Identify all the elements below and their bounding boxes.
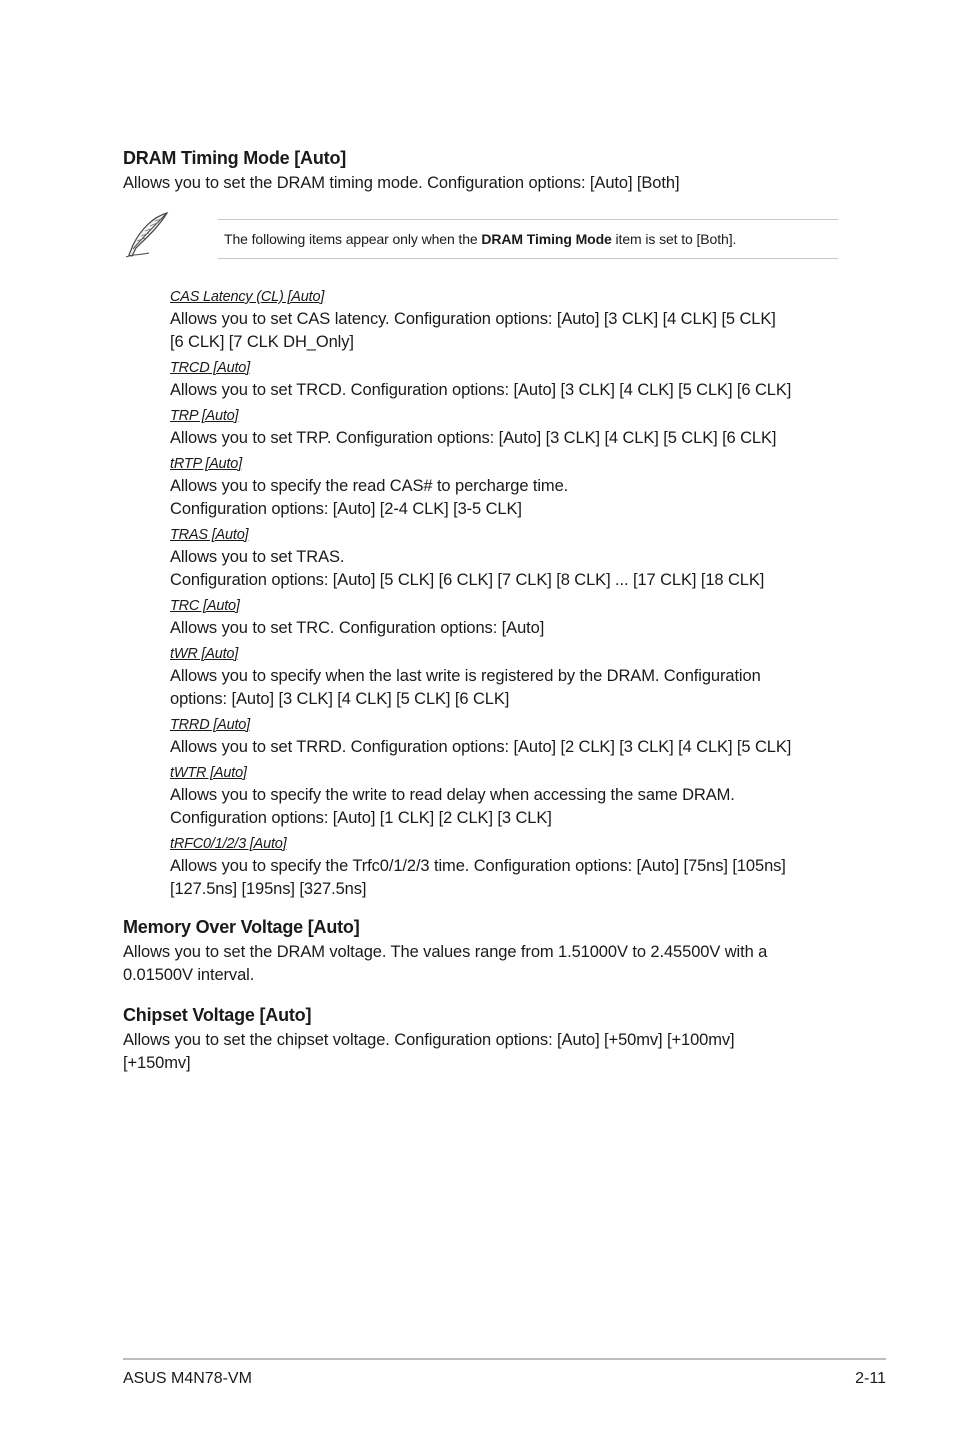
page-content xyxy=(123,146,843,1075)
section-description: Allows you to set the DRAM voltage. The values range from 1.51000V to 2.45500V with a 0.01500V interval. xyxy=(123,943,768,984)
list-item xyxy=(170,525,843,592)
item-description: Allows you to specify the read CAS# to percharge time. Configuration options: [Auto] [2-4 CLK] [3-5 CLK] xyxy=(170,477,569,518)
note-box xyxy=(123,211,843,273)
section-title: DRAM Timing Mode [Auto] xyxy=(123,148,347,168)
item-description: Allows you to set TRAS. Configuration options: [Auto] [5 CLK] [6 CLK] [7 CLK] [8 CLK] ... [17 CLK] [18 CLK] xyxy=(170,548,765,589)
note-text: The following items appear only when the DRAM Timing Mode item is set to [Both]. xyxy=(224,231,737,247)
list-item xyxy=(170,834,843,901)
item-title: tRTP [Auto] xyxy=(170,456,242,472)
item-description: Allows you to set TRP. Configuration options: [Auto] [3 CLK] [4 CLK] [5 CLK] [6 CLK] xyxy=(170,429,777,447)
item-title: TRCD [Auto] xyxy=(170,360,250,376)
item-description: Allows you to specify when the last write is registered by the DRAM. Configuration options: [Auto] [3 CLK] [4 CLK] [5 CLK] [6 CLK] xyxy=(170,667,761,708)
list-item xyxy=(170,287,843,354)
note-bold-term: DRAM Timing Mode xyxy=(481,231,612,247)
item-title: tRFC0/1/2/3 [Auto] xyxy=(170,836,287,852)
item-title: tWR [Auto] xyxy=(170,646,239,662)
item-title: CAS Latency (CL) [Auto] xyxy=(170,289,325,305)
item-title: TRRD [Auto] xyxy=(170,717,250,733)
quill-pen-icon xyxy=(123,211,171,259)
list-item xyxy=(170,358,843,402)
item-description: Allows you to specify the Trfc0/1/2/3 time. Configuration options: [Auto] [75ns] [105ns] [127.5ns] [195ns] [327.5ns] xyxy=(170,857,786,898)
footer-page-number: 2-11 xyxy=(855,1370,886,1387)
item-title: TRC [Auto] xyxy=(170,598,240,614)
list-item xyxy=(170,763,843,830)
item-description: Allows you to set TRRD. Configuration options: [Auto] [2 CLK] [3 CLK] [4 CLK] [5 CLK] xyxy=(170,738,792,756)
list-item xyxy=(170,406,843,450)
section-chipset-voltage xyxy=(123,1003,843,1075)
page-footer xyxy=(123,1358,886,1387)
item-title: TRP [Auto] xyxy=(170,408,239,424)
section-title: Chipset Voltage [Auto] xyxy=(123,1005,312,1025)
section-dram-timing-mode xyxy=(123,146,843,901)
item-description: Allows you to set TRC. Configuration options: [Auto] xyxy=(170,619,545,637)
section-description: Allows you to set the chipset voltage. Configuration options: [Auto] [+50mv] [+100mv] [+150mv] xyxy=(123,1031,735,1072)
section-description: Allows you to set the DRAM timing mode. Configuration options: [Auto] [Both] xyxy=(123,174,680,192)
item-description: Allows you to specify the write to read delay when accessing the same DRAM. Configuration options: [Auto] [1 CLK] [2 CLK] [3 CLK] xyxy=(170,786,735,827)
timing-items-list xyxy=(123,287,843,901)
item-title: TRAS [Auto] xyxy=(170,527,249,543)
list-item xyxy=(170,644,843,711)
section-title: Memory Over Voltage [Auto] xyxy=(123,917,360,937)
list-item xyxy=(170,596,843,640)
section-memory-over-voltage xyxy=(123,915,843,987)
item-title: tWTR [Auto] xyxy=(170,765,247,781)
list-item xyxy=(170,715,843,759)
list-item xyxy=(170,454,843,521)
note-frame xyxy=(218,219,838,259)
item-description: Allows you to set TRCD. Configuration options: [Auto] [3 CLK] [4 CLK] [5 CLK] [6 CLK] xyxy=(170,381,792,399)
footer-product-name: ASUS M4N78-VM xyxy=(123,1370,252,1387)
item-description: Allows you to set CAS latency. Configuration options: [Auto] [3 CLK] [4 CLK] [5 CLK] [6 CLK] [7 CLK DH_Only] xyxy=(170,310,776,351)
